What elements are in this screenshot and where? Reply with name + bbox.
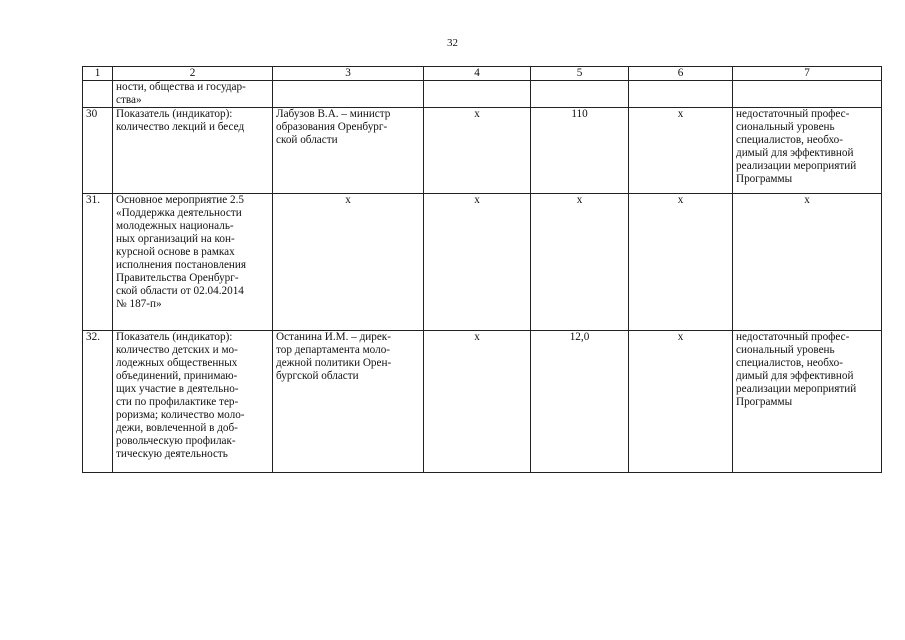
note-line: недостаточный профес-	[736, 108, 850, 120]
indicator-name-line: курсной основе в рамках	[116, 246, 235, 258]
row-number: 30	[83, 108, 113, 194]
note	[733, 81, 882, 108]
indicator-name-line: количество лекций и бесед	[116, 121, 245, 133]
responsible-line: образования Оренбург-	[276, 121, 388, 133]
responsible-line: Останина И.М. – дирек-	[276, 331, 391, 343]
value-col-4: х	[424, 108, 531, 194]
col-header-3: 3	[273, 67, 424, 81]
indicator-name-line: № 187-п»	[116, 298, 162, 310]
indicator-name-line: ровольческую профилак-	[116, 435, 236, 447]
page-number: 32	[447, 37, 458, 49]
indicator-name-line: Показатель (индикатор):	[116, 331, 233, 343]
responsible: х	[273, 194, 424, 331]
indicator-name	[113, 331, 273, 473]
value-col-4	[424, 81, 531, 108]
indicator-name	[113, 108, 273, 194]
note-line: Программы	[736, 396, 793, 408]
table-row	[83, 194, 882, 331]
indicator-name-line: объединений, принимаю-	[116, 370, 238, 382]
indicator-name-line: ства»	[116, 94, 142, 106]
responsible-line: Лабузов В.А. – министр	[276, 108, 391, 120]
col-header-7: 7	[733, 67, 882, 81]
indicator-name-line: сти по профилактике тер-	[116, 396, 239, 408]
col-header-4: 4	[424, 67, 531, 81]
responsible-line: бургской области	[276, 370, 359, 382]
indicator-name-line: молодежных националь-	[116, 220, 234, 232]
value-col-5	[531, 81, 629, 108]
value-col-6: х	[629, 194, 733, 331]
value-col-4: х	[424, 194, 531, 331]
responsible-line: дежной политики Орен-	[276, 357, 392, 369]
responsible-line: ской области	[276, 134, 338, 146]
data-table	[82, 66, 882, 473]
row-number: 32.	[83, 331, 113, 473]
note: х	[733, 194, 882, 331]
col-header-5: 5	[531, 67, 629, 81]
table-row	[83, 331, 882, 473]
value-col-6: х	[629, 331, 733, 473]
indicator-name	[113, 194, 273, 331]
indicator-name-line: дежи, вовлеченной в доб-	[116, 422, 238, 434]
note-line: недостаточный профес-	[736, 331, 850, 343]
col-header-6: 6	[629, 67, 733, 81]
indicator-name-line: ности, общества и государ-	[116, 81, 246, 93]
indicator-name-line: исполнения постановления	[116, 259, 247, 271]
responsible	[273, 108, 424, 194]
value-col-5: 110	[531, 108, 629, 194]
col-header-2: 2	[113, 67, 273, 81]
indicator-name-line: «Поддержка деятельности	[116, 207, 242, 219]
note	[733, 331, 882, 473]
indicator-name	[113, 81, 273, 108]
note-line: Программы	[736, 173, 793, 185]
note-line: сиональный уровень	[736, 121, 835, 133]
note	[733, 108, 882, 194]
indicator-name-line: тическую деятельность	[116, 448, 228, 460]
value-col-5: х	[531, 194, 629, 331]
value-col-4: х	[424, 331, 531, 473]
table-row	[83, 108, 882, 194]
value-col-6: х	[629, 108, 733, 194]
responsible	[273, 81, 424, 108]
value-col-5: 12,0	[531, 331, 629, 473]
indicator-name-line: ных организаций на кон-	[116, 233, 235, 245]
indicator-name-line: количество детских и мо-	[116, 344, 238, 356]
value-col-6	[629, 81, 733, 108]
row-number: 31.	[83, 194, 113, 331]
indicator-name-line: Основное мероприятие 2.5	[116, 194, 244, 206]
note-line: сиональный уровень	[736, 344, 835, 356]
note-line: реализации мероприятий	[736, 160, 857, 172]
table-row	[83, 81, 882, 108]
note-line: специалистов, необхо-	[736, 357, 844, 369]
responsible	[273, 331, 424, 473]
responsible-line: тор департамента моло-	[276, 344, 391, 356]
indicator-name-line: лодежных общественных	[116, 357, 238, 369]
note-line: специалистов, необхо-	[736, 134, 844, 146]
note-line: реализации мероприятий	[736, 383, 857, 395]
note-line: димый для эффективной	[736, 147, 854, 159]
indicator-name-line: ской области от 02.04.2014	[116, 285, 244, 297]
indicator-name-line: Показатель (индикатор):	[116, 108, 233, 120]
indicator-name-line: щих участие в деятельно-	[116, 383, 239, 395]
indicator-name-line: Правительства Оренбург-	[116, 272, 239, 284]
row-number	[83, 81, 113, 108]
col-header-1: 1	[83, 67, 113, 81]
note-line: димый для эффективной	[736, 370, 854, 382]
header-row	[83, 67, 882, 81]
indicator-name-line: роризма; количество моло-	[116, 409, 245, 421]
